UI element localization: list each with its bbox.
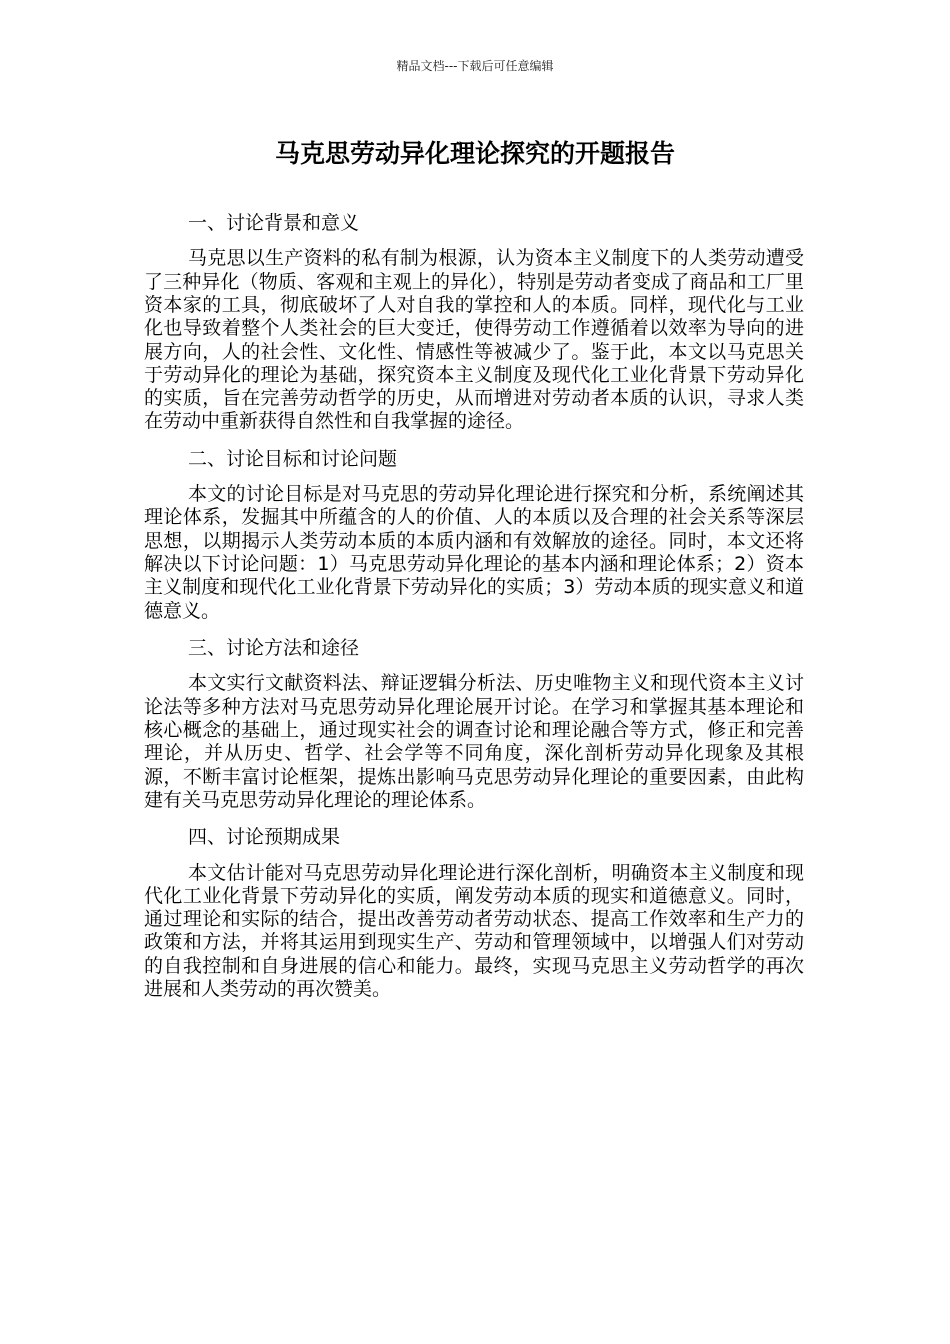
header-note: 精品文档---下载后可任意编辑 <box>396 59 554 73</box>
section-heading: 三、讨论方法和途径 <box>188 636 360 659</box>
section-paragraph: 本文估计能对马克思劳动异化理论进行深化剖析，明确资本主义制度和现代化工业化背景下劳动异化的实质，阐发劳动本质的现实和道德意义。同时，通过理论和实际的结合，提出改善劳动者劳动状态、提高工作效率和生产力的政策和方法，并将其运用到现实生产、劳动和管理领域中，以增强人们对劳动的自我控制和自身进展的信心和能力。最终，实现马克思主义劳动哲学的再次进展和人类劳动的再次赞美。 <box>144 861 804 1001</box>
document-body <box>144 210 804 1001</box>
section-methods <box>144 635 804 812</box>
section-heading: 四、讨论预期成果 <box>188 826 341 849</box>
section-expected-results <box>144 824 804 1001</box>
section-paragraph: 马克思以生产资料的私有制为根源，认为资本主义制度下的人类劳动遭受了三种异化（物质、客观和主观上的异化），特别是劳动者变成了商品和工厂里资本家的工具，彻底破坏了人对自我的掌控和人的本质。同样，现代化与工业化也导致着整个人类社会的巨大变迁，使得劳动工作遵循着以效率为导向的进展方向，人的社会性、文化性、情感性等被减少了。鉴于此，本文以马克思关于劳动异化的理论为基础，探究资本主义制度及现代化工业化背景下劳动异化的实质，旨在完善劳动哲学的历史，从而增进对劳动者本质的认识，寻求人类在劳动中重新获得自然性和自我掌握的途径。 <box>144 247 804 433</box>
section-heading: 一、讨论背景和意义 <box>188 212 360 234</box>
section-paragraph: 本文实行文献资料法、辩证逻辑分析法、历史唯物主义和现代资本主义讨论法等多种方法对马克思劳动异化理论展开讨论。在学习和掌握其基本理论和核心概念的基础上，通过现实社会的调查讨论和理论融合等方式，修正和完善理论，并从历史、哲学、社会学等不同角度，深化剖析劳动异化现象及其根源，不断丰富讨论框架，提炼出影响马克思劳动异化理论的重要因素，由此构建有关马克思劳动异化理论的理论体系。 <box>144 672 804 811</box>
section-paragraph: 本文的讨论目标是对马克思的劳动异化理论进行探究和分析，系统阐述其理论体系，发掘其中所蕴含的人的价值、人的本质以及合理的社会关系等深层思想，以期揭示人类劳动本质的本质内涵和有效解放的途径。同时，本文还将解决以下讨论问题：1）马克思劳动异化理论的基本内涵和理论体系；2）资本主义制度和现代化工业化背景下劳动异化的实质；3）劳动本质的现实意义和道德意义。 <box>144 483 804 622</box>
section-heading: 二、讨论目标和讨论问题 <box>188 447 398 470</box>
section-background <box>144 210 804 434</box>
document-title: 马克思劳动异化理论探究的开题报告 <box>274 139 675 168</box>
section-goals <box>144 446 804 623</box>
